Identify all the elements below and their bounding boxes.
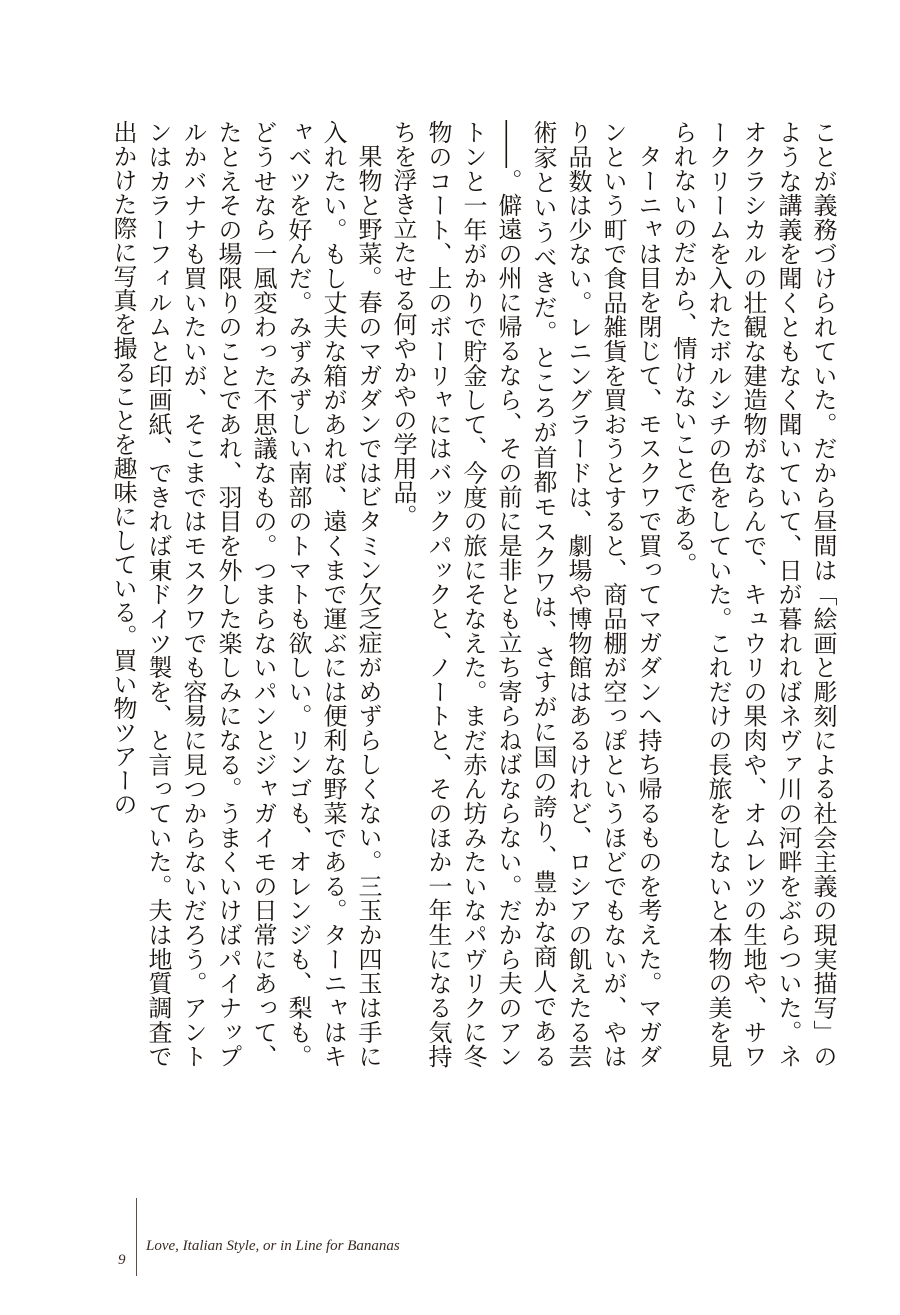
page-footer [118, 1198, 538, 1276]
page-number: 9 [118, 1252, 126, 1268]
body-text [88, 120, 840, 1068]
paragraph-1: ことが義務づけられていた。だから昼間は「絵画と彫刻による社会主義の現実描写」のような講義を聞くともなく聞いていて、日が暮れればネヴァ川の河畔をぶらついた。ネオクラシカルの壮観な建造物がならんで、キュウリの果肉や、オムレツの生地や、サワークリームを入れたボルシチの色をしていた。これだけの長旅をしないと本物の美を見られないのだから、情けないことである。 [669, 120, 837, 1068]
footer-rule [136, 1198, 137, 1276]
paragraph-2: ターニャは目を閉じて、モスクワで買ってマガダンへ持ち帰るものを考えた。マガダンという町で食品雑貨を買おうとすると、商品棚が空っぽというほどでもないが、やはり品数は少ない。レニングラードは、劇場や博物館はあるけれど、ロシアの飢えたる芸術家というべきだ。ところが首都モスクワは、さすがに国の誇り、豊かな商人である――。僻遠の州に帰るなら、その前に是非とも立ち寄らねばならない。だから夫のアントンと一年がかりで貯金して、今度の旅にそなえた。まだ赤ん坊みたいなパヴリクに冬物のコート、上のボーリャにはバックパックと、ノートと、そのほか一年生になる気持ちを浮き立たせる何やかやの学用品。 [389, 120, 662, 1068]
running-title: Love, Italian Style, or in Line for Bananas [146, 1238, 400, 1254]
paragraph-3: 果物と野菜。春のマガダンではビタミン欠乏症がめずらしくない。三玉か四玉は手に入れたい。もし丈夫な箱があれば、遠くまで運ぶには便利な野菜である。ターニャはキャベツを好んだ。みずみずしい南部のトマトも欲しい。リンゴも、オレンジも、梨も。どうせなら一風変わった不思議なもの。つまらないパンとジャガイモの日常にあって、たとえその場限りのことであれ、羽目を外した楽しみになる。うまくいけばパイナップルかバナナも買いたいが、そこまではモスクワでも容易に見つからないだろう。アントンはカラーフィルムと印画紙、できれば東ドイツ製を、と言っていた。夫は地質調査で出かけた際に写真を撮ることを趣味にしている。買い物ツアーの [109, 120, 382, 1068]
